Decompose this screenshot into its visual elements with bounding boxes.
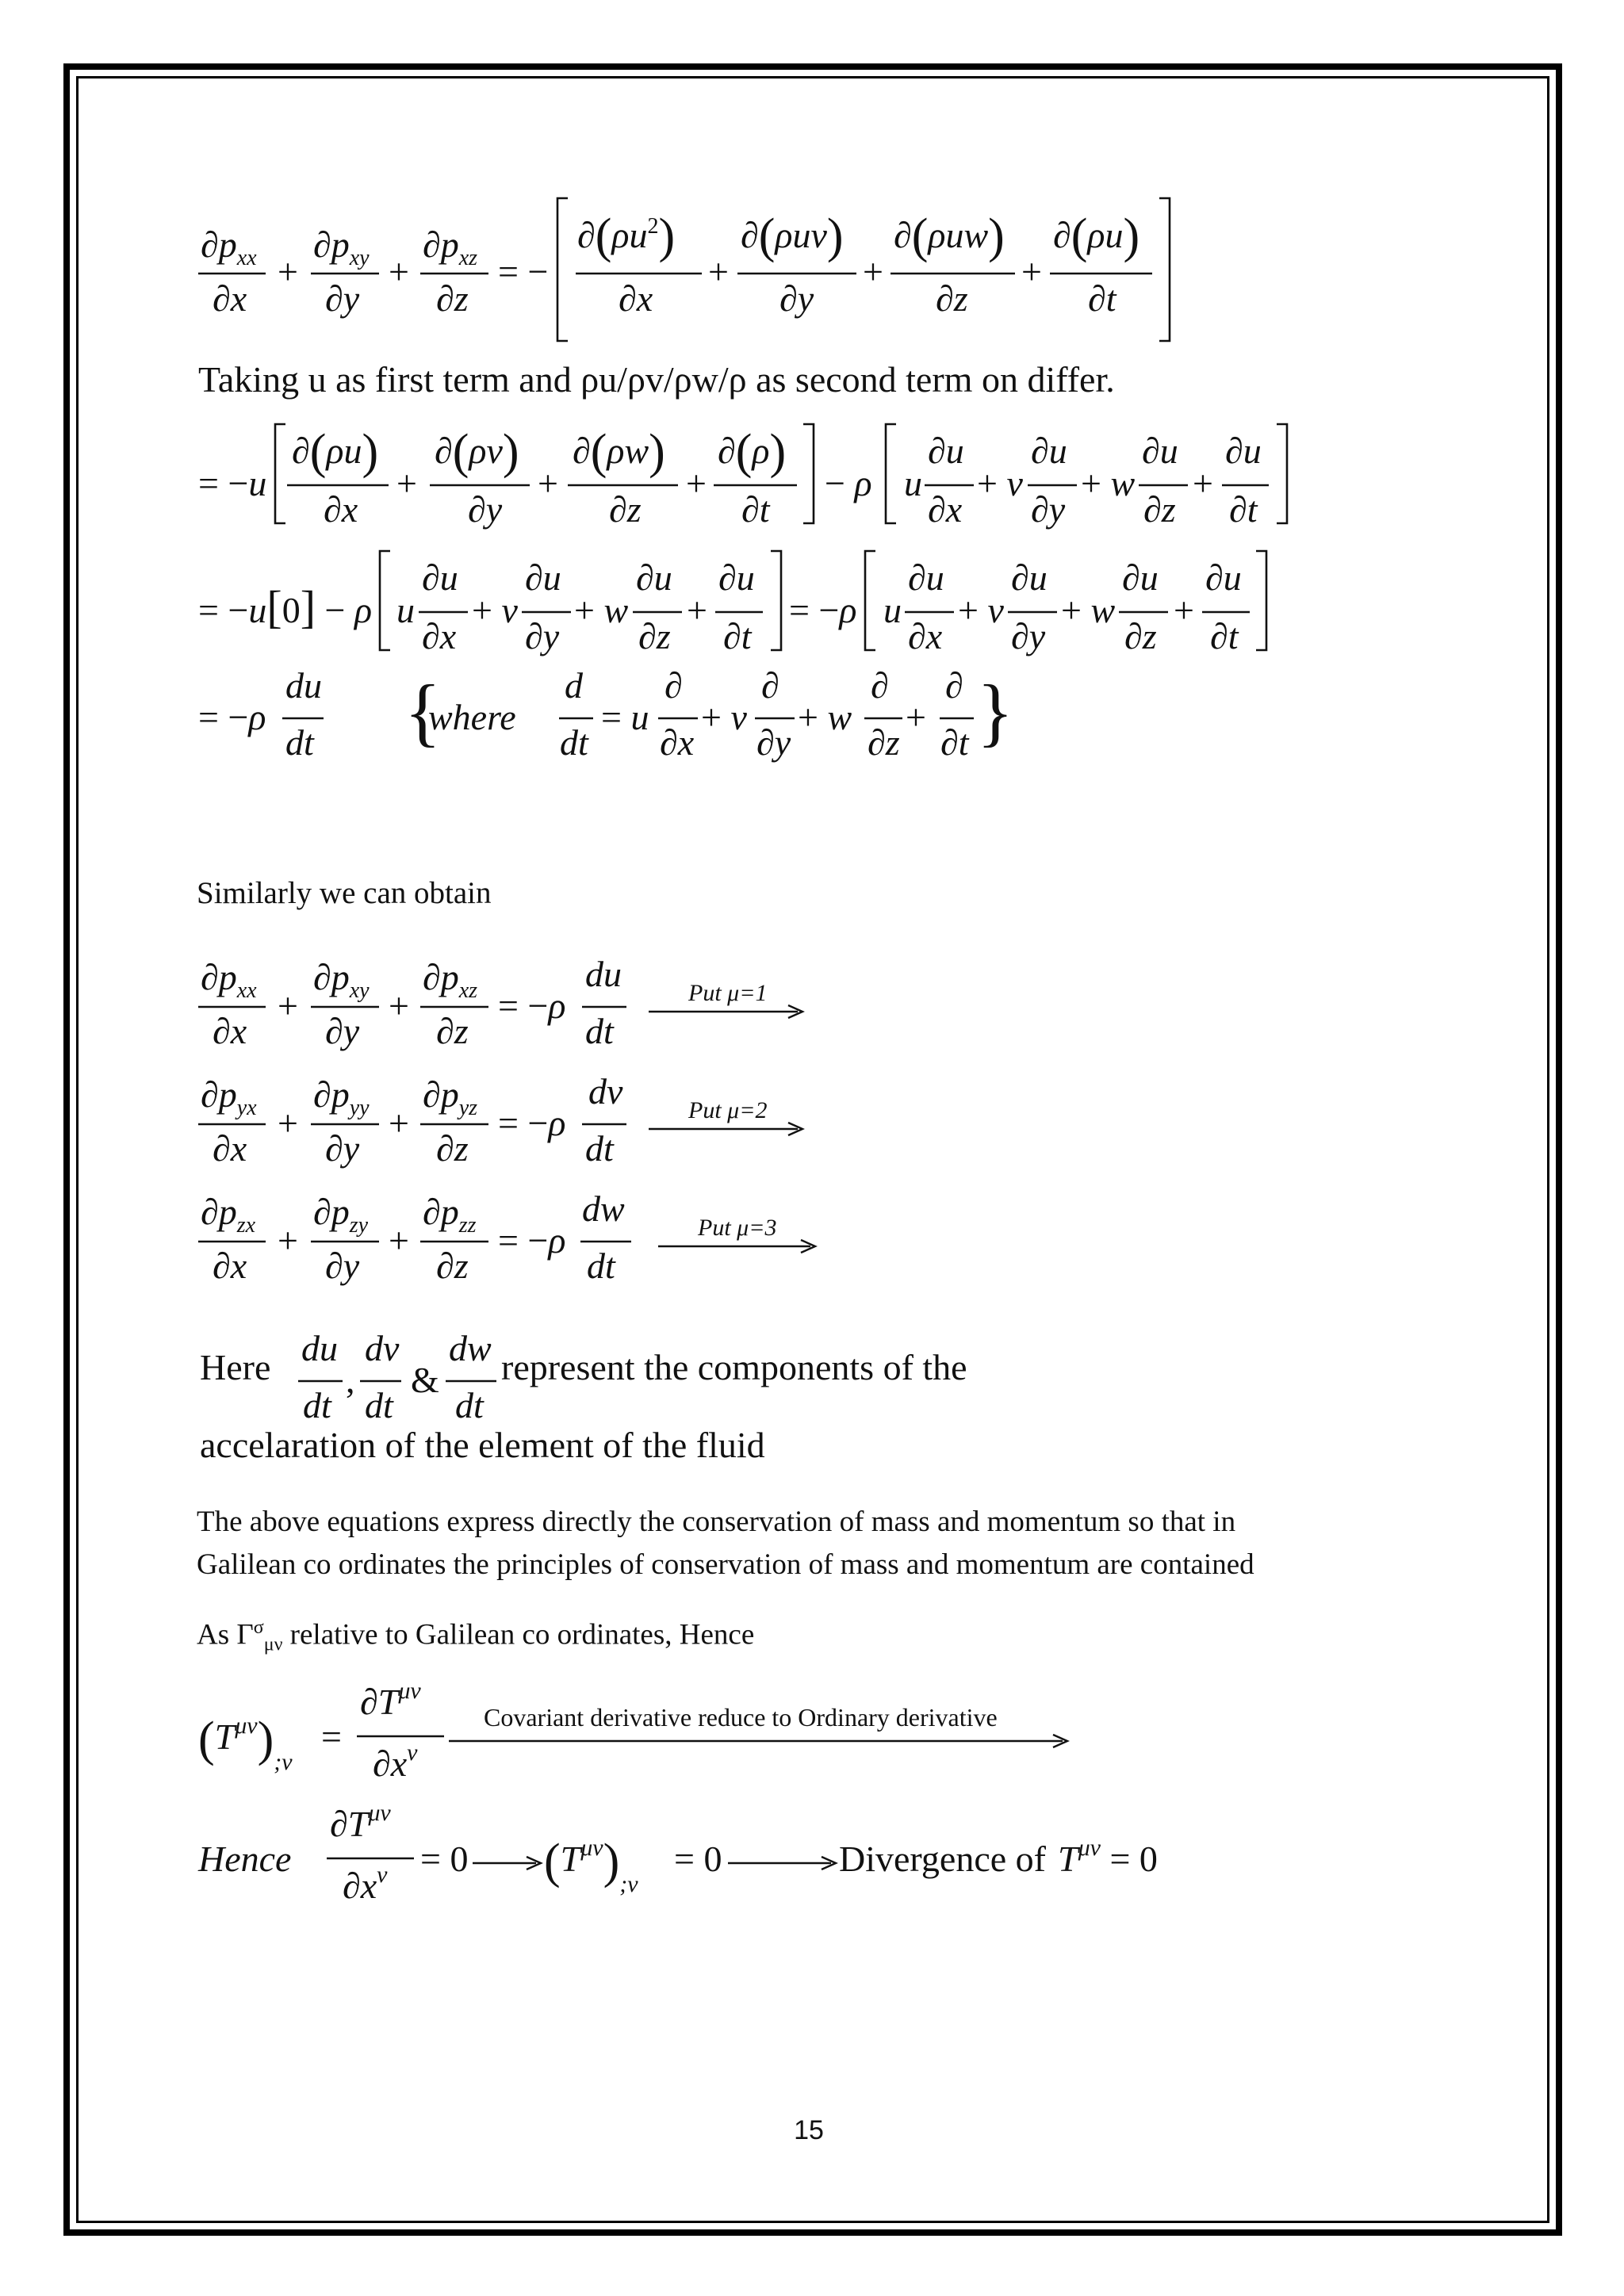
svg-text:∂pzz: $\partial p_{zz}$ <box>423 1192 477 1238</box>
svg-text:∂Tμν: $\partial T^{\mu\nu}$ <box>330 1800 391 1844</box>
gamma-prefix: As Γ <box>197 1618 254 1651</box>
svg-text:∂y: ∂y <box>525 616 560 656</box>
arrow-label-mu1: Put μ=1 <box>688 980 768 1006</box>
svg-text:∂u: ∂u <box>928 430 964 471</box>
svg-text:= −ρ: = −ρ <box>498 1220 566 1261</box>
where-word: where <box>428 697 516 737</box>
svg-text:∂z: ∂z <box>436 1128 469 1169</box>
svg-text:∂pxx: $\partial p_{xx}$ <box>201 224 257 270</box>
svg-text:∂pxz: $\partial p_{xz}$ <box>423 224 478 270</box>
svg-text:=: = <box>321 1716 342 1757</box>
similarly-line: Similarly we can obtain <box>197 876 492 910</box>
svg-text:dt: dt <box>285 722 314 763</box>
svg-text:∂t: ∂t <box>723 616 752 656</box>
svg-text:∂: ∂ <box>761 665 779 706</box>
svg-text:+ w: + w <box>574 590 629 630</box>
paragraph-line-2: Galilean co ordinates the principles of conservation of mass and momentum are contained <box>197 1548 1254 1581</box>
svg-text:∂xν: $\partial x^\nu$ <box>373 1739 418 1784</box>
svg-text:− ρ: − ρ <box>825 463 872 503</box>
svg-text:+: + <box>1174 590 1194 630</box>
covariant-arrow-label: Covariant derivative reduce to Ordinary derivative <box>484 1703 998 1732</box>
svg-text:dt: dt <box>585 1011 614 1051</box>
svg-text:+: + <box>389 251 409 292</box>
svg-text:= −u[0] − ρ: = −u[0] − ρ <box>198 581 373 633</box>
svg-text:∂: ∂ <box>871 665 889 706</box>
svg-text:u: u <box>396 590 415 630</box>
svg-text:∂(ρu): ∂(ρu) <box>292 425 379 479</box>
svg-text:+: + <box>1021 251 1042 292</box>
equation-expansion-1 <box>198 424 1287 530</box>
svg-text:∂y: ∂y <box>779 278 814 319</box>
svg-text:dw: dw <box>582 1188 625 1229</box>
svg-text:+: + <box>278 251 298 292</box>
svg-text:dt: dt <box>587 1246 615 1286</box>
svg-text:du: du <box>585 954 622 994</box>
svg-text:&: & <box>411 1360 439 1400</box>
equation-expansion-2 <box>198 551 1266 656</box>
svg-text:∂u: ∂u <box>1122 557 1159 598</box>
svg-text:∂z: ∂z <box>436 1246 469 1286</box>
svg-text:∂z: ∂z <box>436 1011 469 1051</box>
svg-text:+ w: + w <box>1061 590 1116 630</box>
svg-text:∂y: ∂y <box>468 489 503 530</box>
svg-text:∂: ∂ <box>665 665 683 706</box>
svg-text:∂x: ∂x <box>422 616 457 656</box>
svg-text:+: + <box>686 463 707 503</box>
svg-text:∂z: ∂z <box>436 278 469 319</box>
svg-text:∂x: ∂x <box>213 1011 247 1051</box>
svg-text:∂t: ∂t <box>741 489 770 530</box>
arrow-label-mu3: Put μ=3 <box>698 1215 777 1241</box>
svg-text:∂x: ∂x <box>619 278 653 319</box>
svg-text:+: + <box>906 697 926 737</box>
svg-text:∂x: ∂x <box>908 616 943 656</box>
equation-divergence <box>197 1800 1158 1906</box>
svg-text:∂u: ∂u <box>1225 430 1262 471</box>
svg-text:∂pxz: $\partial p_{xz}$ <box>423 957 478 1003</box>
svg-text:∂y: ∂y <box>325 1246 360 1286</box>
svg-text:∂u: ∂u <box>636 557 672 598</box>
taking-line: Taking u as first term and ρu/ρv/ρw/ρ as second term on differ. <box>198 359 1115 400</box>
svg-text:(Tμν);ν: $(T^{\mu\nu})_{;\nu}$ <box>544 1835 638 1897</box>
svg-text:∂u: ∂u <box>525 557 561 598</box>
svg-text:∂y: ∂y <box>325 1011 360 1051</box>
svg-text:dw: dw <box>449 1328 492 1368</box>
svg-text:+: + <box>389 1103 409 1143</box>
svg-text:∂x: ∂x <box>660 722 695 763</box>
svg-text:∂(ρu2): $\partial(\rho u^2)$ <box>577 209 676 263</box>
svg-text:+: + <box>687 590 707 630</box>
acceleration-components <box>298 1328 496 1425</box>
svg-text:∂t: ∂t <box>1088 278 1116 319</box>
svg-text:∂u: ∂u <box>908 557 944 598</box>
svg-text:∂z: ∂z <box>638 616 671 656</box>
svg-text:∂u: ∂u <box>1142 430 1178 471</box>
svg-text:+: + <box>863 251 883 292</box>
svg-text:∂x: ∂x <box>213 1246 247 1286</box>
svg-text:∂x: ∂x <box>213 278 247 319</box>
svg-text:+: + <box>538 463 558 503</box>
svg-text:∂: ∂ <box>945 665 963 706</box>
svg-text:dt: dt <box>365 1385 393 1425</box>
svg-text:∂pzx: $\partial p_{zx}$ <box>201 1192 256 1238</box>
svg-text:∂z: ∂z <box>936 278 968 319</box>
svg-text:du: du <box>285 665 322 706</box>
svg-text:∂z: ∂z <box>609 489 642 530</box>
svg-text:dv: dv <box>365 1328 400 1368</box>
svg-text:∂y: ∂y <box>325 278 360 319</box>
svg-text:+ v: + v <box>977 463 1023 503</box>
svg-text:= 0: = 0 <box>420 1839 469 1879</box>
svg-text:∂z: ∂z <box>1124 616 1157 656</box>
equation-covariant-derivative <box>198 1678 1067 1784</box>
svg-text:∂(ρu): ∂(ρu) <box>1053 209 1140 263</box>
svg-text:= −ρ: = −ρ <box>789 590 857 630</box>
svg-text:= −: = − <box>498 251 549 292</box>
svg-text:∂pzy: $\partial p_{zy}$ <box>313 1192 369 1238</box>
svg-text:+ v: + v <box>701 697 747 737</box>
accelaration-line: accelaration of the element of the fluid <box>200 1425 765 1465</box>
svg-text:+: + <box>389 985 409 1026</box>
svg-text:∂pyy: $\partial p_{yy}$ <box>313 1074 370 1120</box>
svg-text:∂y: ∂y <box>1031 489 1066 530</box>
svg-text:u: u <box>904 463 922 503</box>
svg-text:∂y: ∂y <box>325 1128 360 1169</box>
svg-text:d: d <box>565 665 583 706</box>
svg-text:= −u: = −u <box>198 463 267 503</box>
svg-text:∂u: ∂u <box>1205 557 1242 598</box>
equation-momentum-z <box>198 1188 815 1286</box>
svg-text:+: + <box>278 1103 298 1143</box>
svg-text:∂z: ∂z <box>868 722 900 763</box>
svg-text:}: } <box>977 669 1014 754</box>
equation-momentum-y <box>198 1071 802 1169</box>
gamma-suffix: relative to Galilean co ordinates, Hence <box>282 1618 755 1651</box>
svg-text:∂u: ∂u <box>422 557 458 598</box>
svg-text:+ w: + w <box>798 697 852 737</box>
arrow-label-mu2: Put μ=2 <box>688 1097 768 1123</box>
svg-text:∂t: ∂t <box>940 722 969 763</box>
svg-text:dt: dt <box>560 722 588 763</box>
svg-text:+ v: + v <box>958 590 1004 630</box>
svg-text:∂x: ∂x <box>928 489 963 530</box>
svg-text:= −ρ: = −ρ <box>498 1103 566 1143</box>
svg-text:= −ρ: = −ρ <box>198 697 266 737</box>
svg-text:∂u: ∂u <box>718 557 755 598</box>
svg-text:{: { <box>404 669 442 754</box>
svg-text:∂u: ∂u <box>1011 557 1048 598</box>
equation-material-derivative <box>198 665 1013 763</box>
svg-text:∂(ρuv): ∂(ρuv) <box>741 209 844 263</box>
svg-text:∂(ρv): ∂(ρv) <box>435 425 519 479</box>
svg-text:∂(ρ): ∂(ρ) <box>718 425 787 479</box>
svg-text:∂pxy: $\partial p_{xy}$ <box>313 224 370 270</box>
page-number: 15 <box>794 2115 824 2145</box>
here-word: Here <box>200 1347 271 1387</box>
svg-text:∂pyz: $\partial p_{yz}$ <box>423 1074 478 1120</box>
svg-text:+: + <box>1193 463 1213 503</box>
svg-text:∂x: ∂x <box>324 489 358 530</box>
svg-text:Tμν = 0: $T^{\mu\nu} = 0$ <box>1058 1835 1158 1879</box>
svg-text:= −ρ: = −ρ <box>498 985 566 1026</box>
represent-line: represent the components of the <box>501 1347 967 1387</box>
svg-text:∂(ρuw): ∂(ρuw) <box>894 209 1005 263</box>
gamma-line <box>197 1617 754 1656</box>
svg-text:du: du <box>301 1328 338 1368</box>
gamma-subscript: μν <box>263 1634 283 1655</box>
svg-text:+: + <box>278 985 298 1026</box>
svg-text:+: + <box>396 463 417 503</box>
svg-text:+: + <box>278 1220 298 1261</box>
svg-text:∂(ρw): ∂(ρw) <box>573 425 665 479</box>
equation-stress-divergence <box>198 198 1170 341</box>
svg-text:+ w: + w <box>1081 463 1136 503</box>
paragraph-line-1: The above equations express directly the conservation of mass and momentum so that in <box>197 1506 1236 1538</box>
equation-momentum-x <box>198 954 802 1051</box>
svg-text:∂y: ∂y <box>756 722 791 763</box>
svg-text:dt: dt <box>585 1128 614 1169</box>
svg-text:,: , <box>346 1360 355 1400</box>
svg-text:u: u <box>883 590 902 630</box>
svg-text:∂x: ∂x <box>213 1128 247 1169</box>
gamma-superscript: σ <box>253 1617 264 1638</box>
svg-text:= u: = u <box>601 697 649 737</box>
svg-text:∂pxy: $\partial p_{xy}$ <box>313 957 370 1003</box>
svg-text:(Tμν);ν: $(T^{\mu\nu})_{;\nu}$ <box>198 1712 293 1775</box>
svg-text:∂Tμν: $\partial T^{\mu\nu}$ <box>360 1678 421 1722</box>
hence-word: Hence <box>198 1839 292 1879</box>
svg-text:dt: dt <box>303 1385 331 1425</box>
svg-text:∂pxx: $\partial p_{xx}$ <box>201 957 257 1003</box>
svg-text:dt: dt <box>455 1385 484 1425</box>
svg-text:+ v: + v <box>472 590 518 630</box>
svg-text:∂y: ∂y <box>1011 616 1046 656</box>
svg-text:= 0: = 0 <box>674 1839 722 1879</box>
divergence-word: Divergence of <box>839 1839 1046 1879</box>
svg-text:∂t: ∂t <box>1229 489 1258 530</box>
svg-text:dv: dv <box>588 1071 623 1112</box>
svg-text:∂u: ∂u <box>1031 430 1067 471</box>
svg-text:∂xν: $\partial x^\nu$ <box>343 1862 388 1906</box>
svg-text:+: + <box>708 251 729 292</box>
svg-text:+: + <box>389 1220 409 1261</box>
svg-text:∂pyx: $\partial p_{yx}$ <box>201 1074 257 1120</box>
svg-text:∂t: ∂t <box>1210 616 1239 656</box>
svg-text:∂z: ∂z <box>1143 489 1176 530</box>
